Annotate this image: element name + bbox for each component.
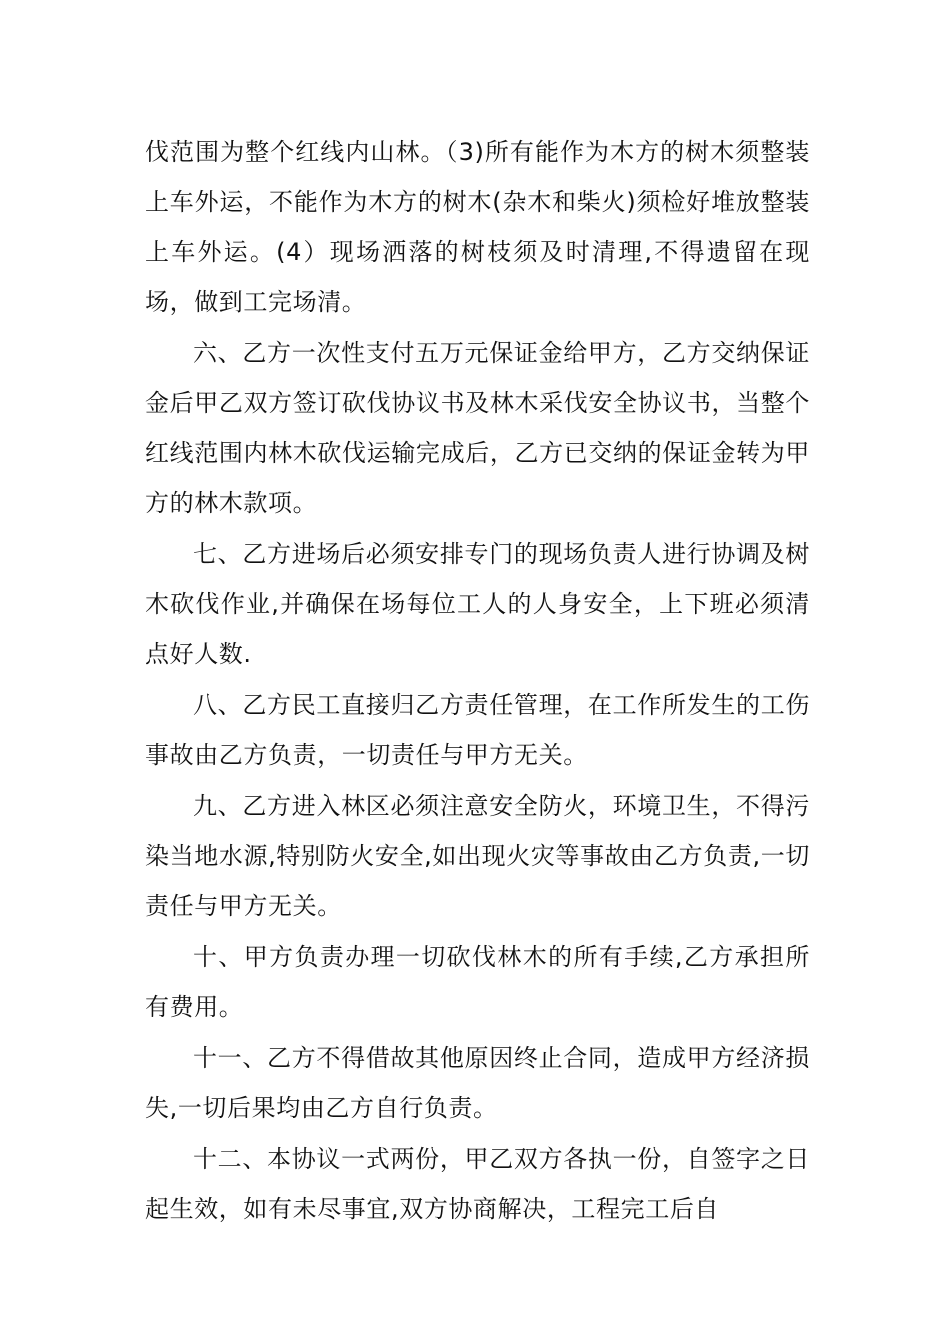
paragraph-clause-7: 七、乙方进场后必须安排专门的现场负责人进行协调及树木砍伐作业,并确保在场每位工人的人身安全，上下班必须清点好人数. bbox=[145, 540, 810, 668]
document-body bbox=[145, 127, 810, 1234]
paragraph-clause-6: 六、乙方一次性支付五万元保证金给甲方，乙方交纳保证金后甲乙双方签订砍伐协议书及林木采伐安全协议书，当整个红线范围内林木砍伐运输完成后，乙方已交纳的保证金转为甲方的林木款项。 bbox=[145, 339, 810, 517]
paragraph-clause-12: 十二、本协议一式两份，甲乙双方各执一份，自签字之日起生效，如有未尽事宜,双方协商解决，工程完工后自 bbox=[145, 1145, 810, 1223]
paragraph-clause-11: 十一、乙方不得借故其他原因终止合同，造成甲方经济损失,一切后果均由乙方自行负责。 bbox=[145, 1044, 810, 1122]
paragraph-clause-8: 八、乙方民工直接归乙方责任管理，在工作所发生的工伤事故由乙方负责，一切责任与甲方无关。 bbox=[145, 691, 810, 769]
paragraph-clause-10: 十、甲方负责办理一切砍伐林木的所有手续,乙方承担所有费用。 bbox=[145, 943, 810, 1021]
paragraph-clause-5-continued: 伐范围为整个红线内山林。（3)所有能作为木方的树木须整装上车外运，不能作为木方的树木(杂木和柴火)须检好堆放整装上车外运。(4）现场洒落的树枝须及时清理,不得遗留在现场，做到工完场清。 bbox=[145, 138, 810, 316]
paragraph-clause-9: 九、乙方进入林区必须注意安全防火，环境卫生，不得污染当地水源,特别防火安全,如出现火灾等事故由乙方负责,一切责任与甲方无关。 bbox=[145, 792, 810, 920]
